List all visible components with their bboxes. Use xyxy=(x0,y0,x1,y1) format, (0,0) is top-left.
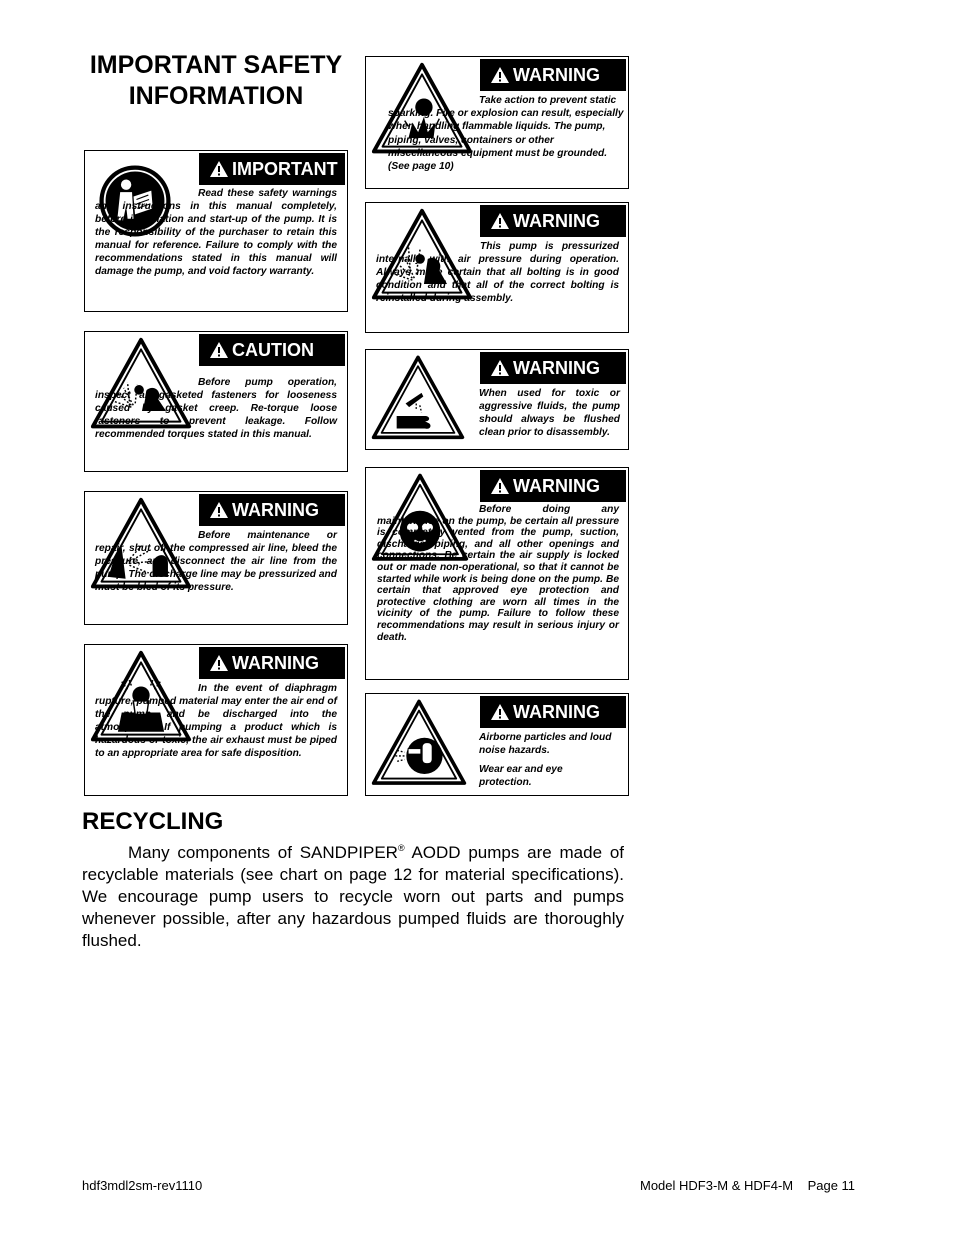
warning-maintenance-header xyxy=(199,494,345,526)
warning-pressurized-notice xyxy=(365,202,629,333)
important-notice xyxy=(84,150,348,312)
registered-mark: ® xyxy=(397,843,405,853)
alert-triangle-icon xyxy=(209,341,229,359)
warning-vented-label: WARNING xyxy=(513,475,600,496)
important-header xyxy=(199,153,345,185)
alert-triangle-icon xyxy=(209,501,229,519)
warning-toxic-header xyxy=(480,352,626,384)
alert-triangle-icon xyxy=(209,654,229,672)
warning-vented-notice xyxy=(365,467,629,680)
warning-noise-text-2: Wear ear and eye protection. xyxy=(479,764,563,788)
important-label: IMPORTANT xyxy=(232,158,338,179)
recycling-heading: RECYCLING xyxy=(82,808,224,835)
recycling-paragraph xyxy=(82,837,624,952)
warning-toxic-text: When used for toxic or aggressive fluids, the pump should always be flushed clean prior to disassembly. xyxy=(479,388,620,438)
corrosive-hand-icon xyxy=(370,352,466,448)
warning-maintenance-notice xyxy=(84,491,348,625)
alert-triangle-icon xyxy=(490,359,510,377)
warning-diaphragm-label: WARNING xyxy=(232,652,319,673)
warning-static-notice xyxy=(365,56,629,189)
recycling-text-start: Many components of SANDPIPER xyxy=(128,843,398,862)
warning-maintenance-text: Before maintenance or repair, shut off the compressed air line, bleed the pressure, and disconnect the air line from the pump. The discharge line may be pressurized and must be bled of its pressure. xyxy=(95,530,337,593)
caution-text: Before pump operation, inspect all gasketed fasteners for looseness caused by gasket creep. Re-torque loose fasteners to prevent leakage. Follow recommended torques stated in this manual. xyxy=(95,377,337,440)
alert-triangle-icon xyxy=(490,212,510,230)
warning-static-text: Take action to prevent static sparking. Fire or explosion can result, especially when handling flammable liquids. The pump, piping, valves, containers or other miscellaneous equipment must be grounded. (See page 10) xyxy=(388,95,624,173)
warning-toxic-notice xyxy=(365,349,629,450)
page-title-line1: IMPORTANT SAFETY xyxy=(89,51,343,79)
alert-triangle-icon xyxy=(490,703,510,721)
warning-noise-text-1: Airborne particles and loud noise hazards. xyxy=(479,732,612,756)
warning-static-label: WARNING xyxy=(513,64,600,85)
alert-triangle-icon xyxy=(490,477,510,495)
alert-triangle-icon xyxy=(490,66,510,84)
alert-triangle-icon xyxy=(209,160,229,178)
warning-diaphragm-text: In the event of diaphragm rupture, pumped material may enter the air end of the pump, and be discharged into the atmosphere. If pumping a product which is hazardous or toxic, the air exhaust must be piped to an appropriate area for safe disposition. xyxy=(95,683,337,759)
warning-vented-text: Before doing any maintenance on the pump, be certain all pressure is completely vented from the pump, suction, discharge, piping, and all other openings and connections. Be certain the air supply is locked out or made non-operational, so that it cannot be started while work is being done on the pump. Be certain that approved eye protection and protective clothing are worn all times in the vicinity of the pump. Failure to follow these recommendations may result in serious injury or death. xyxy=(377,504,619,643)
caution-notice xyxy=(84,331,348,472)
ear-eye-protection-icon xyxy=(370,696,468,794)
warning-noise-label: WARNING xyxy=(513,701,600,722)
important-text: Read these safety warnings and instructions in this manual completely, before installation and start-up of the pump. It is the responsibility of the purchaser to retain this manual for reference. Failure to comply with the recommendations stated in this manual will damage the pump, and void factory warranty. xyxy=(95,188,337,277)
warning-pressurized-label: WARNING xyxy=(513,210,600,231)
footer-doc-code: hdf3mdl2sm-rev1110 xyxy=(82,1178,203,1193)
recycling-text-end: AODD pumps are made of recyclable materials (see chart on page 12 for material specifications). We encourage pump users to recycle worn out parts and pumps whenever possible, after any hazardous pumped fluids are thoroughly flushed. xyxy=(82,843,625,950)
warning-pressurized-header xyxy=(480,205,626,237)
warning-pressurized-text: This pump is pressurized internally with air pressure during operation. Always make certain that all bolting is in good condition and that all of the correct bolting is reinstalled during assembly. xyxy=(376,241,619,304)
warning-noise-notice xyxy=(365,693,629,796)
warning-static-header xyxy=(480,59,626,91)
warning-toxic-label: WARNING xyxy=(513,357,600,378)
footer-model-page: Model HDF3-M & HDF4-M Page 11 xyxy=(640,1178,856,1193)
warning-diaphragm-notice xyxy=(84,644,348,796)
caution-label: CAUTION xyxy=(232,339,314,360)
page-title xyxy=(84,50,348,112)
page-title-line2: INFORMATION xyxy=(128,82,304,110)
caution-header xyxy=(199,334,345,366)
warning-noise-header xyxy=(480,696,626,728)
warning-diaphragm-header xyxy=(199,647,345,679)
warning-vented-header xyxy=(480,470,626,502)
warning-maintenance-label: WARNING xyxy=(232,499,319,520)
